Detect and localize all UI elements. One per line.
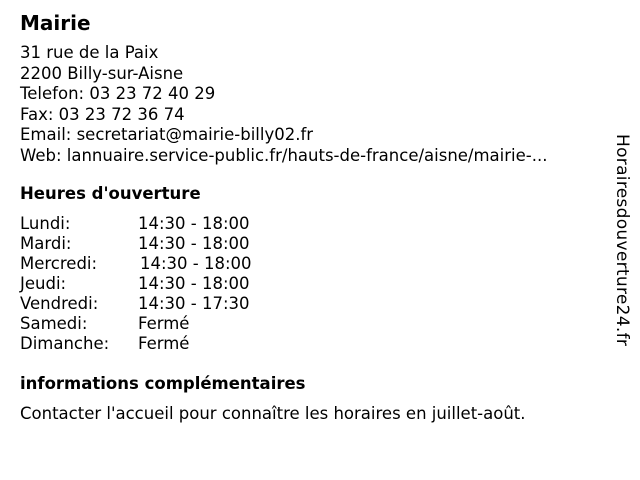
opening-hours-heading: Heures d'ouverture: [20, 184, 201, 203]
hours-row-mardi: [20, 234, 320, 254]
day-label: Vendredi:: [20, 294, 99, 313]
website-link[interactable]: Web: lannuaire.service-public.fr/hauts-de-france/aisne/mairie-...: [20, 145, 548, 165]
day-label: Jeudi:: [20, 274, 67, 293]
additional-info-text: Contacter l'accueil pour connaître les horaires en juillet-août.: [20, 404, 526, 423]
address-street: 31 rue de la Paix: [20, 43, 159, 62]
day-label: Mercredi:: [20, 254, 98, 273]
day-label: Mardi:: [20, 234, 72, 253]
day-label: Lundi:: [20, 214, 71, 233]
opening-hours-table: [20, 214, 320, 354]
time-value: 14:30 - 17:30: [138, 294, 250, 313]
page-title: Mairie: [20, 11, 91, 35]
hours-row-jeudi: [20, 274, 320, 294]
time-value: 14:30 - 18:00: [138, 234, 250, 253]
time-value: Fermé: [138, 314, 190, 333]
hours-row-samedi: [20, 314, 320, 334]
hours-row-vendredi: [20, 294, 320, 314]
hours-row-lundi: [20, 214, 320, 234]
additional-info-heading: informations complémentaires: [20, 374, 306, 393]
day-label: Samedi:: [20, 314, 88, 333]
phone-number[interactable]: Telefon: 03 23 72 40 29: [20, 84, 216, 103]
address-city: 2200 Billy-sur-Aisne: [20, 63, 184, 83]
watermark: [612, 134, 632, 374]
contact-block: [20, 43, 547, 166]
email-address[interactable]: Email: secretariat@mairie-billy02.fr: [20, 125, 314, 144]
hours-row-mercredi: [20, 254, 320, 274]
time-value: 14:30 - 18:00: [140, 254, 252, 273]
time-value: 14:30 - 18:00: [138, 274, 250, 293]
hours-row-dimanche: [20, 334, 320, 354]
fax-number: Fax: 03 23 72 36 74: [20, 104, 185, 124]
watermark-text: Horairesdouverture24.fr: [612, 134, 632, 347]
time-value: Fermé: [138, 334, 190, 353]
day-label: Dimanche:: [20, 334, 110, 353]
time-value: 14:30 - 18:00: [138, 214, 250, 233]
